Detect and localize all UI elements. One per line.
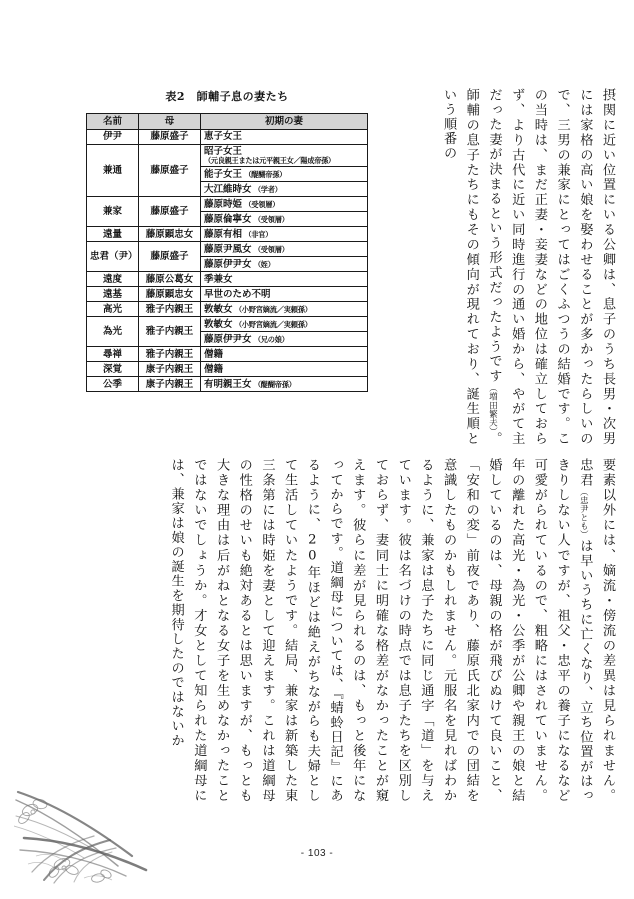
cell-name: 伊尹 — [87, 130, 139, 145]
wife-name: 早世のため不明 — [204, 288, 271, 300]
paragraph-top-part1: 摂関に近い位置にいる公卿は、息子のうち長男・次男には家格の高い娘を娶わせることが多かったらしいので、三男の兼家にとってはごくふつうの結婚です。この当時は、まだ正妻・妾妻などの地位は確立しておらず、より古代に近い同時進行の通い婚から、やがて主だった妻が決まるという形式だったようです — [486, 88, 615, 446]
wife-name: 季兼女 — [204, 273, 233, 285]
cell-wife — [201, 212, 368, 227]
table-block — [86, 88, 368, 392]
table-row — [87, 197, 368, 212]
paragraph-top-citation: （増田繁夫） — [488, 383, 499, 432]
wife-note: （小野宮嫡流／実頼孫） — [232, 319, 312, 329]
cell-wife — [201, 272, 368, 287]
column-header-name: 名前 — [87, 114, 139, 130]
table-row — [87, 377, 368, 392]
cell-mother: 藤原盛子 — [139, 197, 201, 227]
cell-name: 遠度 — [87, 272, 139, 287]
cell-wife — [201, 302, 368, 317]
wife-note: （非官） — [242, 229, 273, 239]
table-row — [87, 362, 368, 377]
cell-wife — [201, 242, 368, 257]
wife-note: （姪） — [251, 259, 275, 269]
paragraph-top-part2: 。師輔の息子たちにもその傾向が現れており、誕生順という順番の — [441, 88, 502, 446]
table-row — [87, 272, 368, 287]
cell-mother: 藤原顕忠女 — [139, 227, 201, 242]
wife-name: 僧籍 — [204, 348, 224, 360]
cell-wife — [201, 197, 368, 212]
table-row — [87, 317, 368, 332]
table-caption: 表2 師輔子息の妻たち — [165, 90, 289, 103]
cell-wife — [201, 257, 368, 272]
cell-wife — [201, 317, 368, 332]
cell-name: 深覚 — [87, 362, 139, 377]
cell-mother: 康子内親王 — [139, 362, 201, 377]
cell-name: 兼家 — [87, 197, 139, 227]
wife-name: 藤原伊尹女 — [204, 333, 252, 345]
wife-name: 昭子女王 — [204, 146, 243, 157]
cell-name: 尋禅 — [87, 347, 139, 362]
cell-name: 遠基 — [87, 287, 139, 302]
wife-name: 敦敏女 — [204, 303, 233, 315]
table-row — [87, 287, 368, 302]
cell-mother: 雅子内親王 — [139, 302, 201, 317]
wife-name: 僧籍 — [204, 363, 224, 375]
wife-name: 藤原有相 — [204, 228, 243, 240]
wife-name: 藤原尹風女 — [204, 243, 252, 255]
wife-name: 有明親王女 — [204, 378, 252, 390]
cell-wife — [201, 130, 368, 145]
cell-mother: 藤原公葛女 — [139, 272, 201, 287]
cell-name: 公季 — [87, 377, 139, 392]
cell-mother: 康子内親王 — [139, 377, 201, 392]
cell-wife — [201, 287, 368, 302]
cell-wife — [201, 145, 368, 167]
table-header — [87, 114, 368, 130]
wife-name: 藤原倫寧女 — [204, 213, 252, 225]
cell-wife — [201, 362, 368, 377]
cell-mother: 藤原盛子 — [139, 130, 201, 145]
table-row — [87, 302, 368, 317]
cell-name: 高光 — [87, 302, 139, 317]
cell-name: 為光 — [87, 317, 139, 347]
cell-wife — [201, 182, 368, 197]
wife-note: （醍醐帝孫） — [242, 169, 287, 179]
table-row — [87, 347, 368, 362]
wife-note: （受領層） — [251, 214, 289, 224]
paragraph-bottom-note: （忠尹とも） — [579, 487, 590, 539]
cell-mother: 藤原顕忠女 — [139, 287, 201, 302]
table-header-row — [87, 114, 368, 130]
wife-note: （受領層） — [242, 199, 280, 209]
wives-table — [86, 113, 368, 392]
wife-note: （受領層） — [251, 244, 289, 254]
wife-subnote: （元良親王または元平親王女／陽成帝孫） — [204, 156, 335, 166]
cell-wife — [201, 167, 368, 182]
cell-name: 忠君（尹） — [87, 242, 139, 272]
cell-wife — [201, 332, 368, 347]
table-row — [87, 242, 368, 257]
table-row — [87, 227, 368, 242]
table-row — [87, 145, 368, 167]
cell-name: 遠量 — [87, 227, 139, 242]
paragraph-bottom-part3: 道綱母については、『蜻蛉日記』にあるように、20年ほどは絶えがちながらも夫婦として生活していたようです。結局、兼家は新築した東三条第には時姫を妻として迎えます。これは道綱母の性格のせいも絶対あるとは思いますが、もっとも大きな理由は后がねとなる女子を生めなかったことではないでしょうか。才女として知られた道綱母には、兼家は娘の誕生を期待したのではないか — [168, 458, 343, 803]
cell-mother: 雅子内親王 — [139, 317, 201, 347]
table-body — [87, 130, 368, 392]
column-header-wife: 初期の妻 — [201, 114, 368, 130]
page-number: - 103 - — [300, 848, 334, 859]
table-row — [87, 130, 368, 145]
column-header-mother: 母 — [139, 114, 201, 130]
cell-mother: 雅子内親王 — [139, 347, 201, 362]
cell-mother: 藤原盛子 — [139, 145, 201, 197]
body-text-bottom — [88, 458, 618, 803]
wife-note: （醍醐帝孫） — [251, 379, 296, 389]
cell-name: 兼通 — [87, 145, 139, 197]
wife-note: （学者） — [251, 184, 282, 194]
cell-wife — [201, 227, 368, 242]
paragraph-bottom-part1: 要素以外には、嫡流・傍流の差異は見られません。忠君 — [577, 458, 615, 803]
cell-mother: 藤原盛子 — [139, 242, 201, 272]
wife-name: 恵子女王 — [204, 131, 243, 143]
wife-note: （兄の娘） — [251, 334, 289, 344]
body-text-top — [398, 88, 618, 446]
paragraph-bottom-part2: は早いうちに亡くなり、立ち位置がはっきりしない人ですが、祖父・忠平の養子になるなど可愛がられているので、粗略にはされていません。年の離れた高光・為光・公季が公卿や親王の娘と結婚しているのは、母親の格が飛びぬけて良いこと、「安和の変」前夜であり、藤原氏北家内での団結を意識したものかもしれません。元服名を見ればわかるように、兼家は息子たちに同じ通字「道」を与えています。彼は名づけの時点では息子たちを区別しておらず、妻同士に明確な格差がなかったことが窺えます。彼らに差が見られるのは、もっと後年になってからです。 — [327, 458, 593, 804]
cell-wife — [201, 377, 368, 392]
wife-name: 能子女王 — [204, 168, 243, 180]
cell-wife — [201, 347, 368, 362]
wife-name: 大江維時女 — [204, 183, 252, 195]
wife-name: 敦敏女 — [204, 318, 233, 330]
wife-note: （小野宮嫡流／実頼孫） — [232, 304, 312, 314]
wife-name: 藤原時姫 — [204, 198, 243, 210]
wife-name: 藤原伊尹女 — [204, 258, 252, 270]
